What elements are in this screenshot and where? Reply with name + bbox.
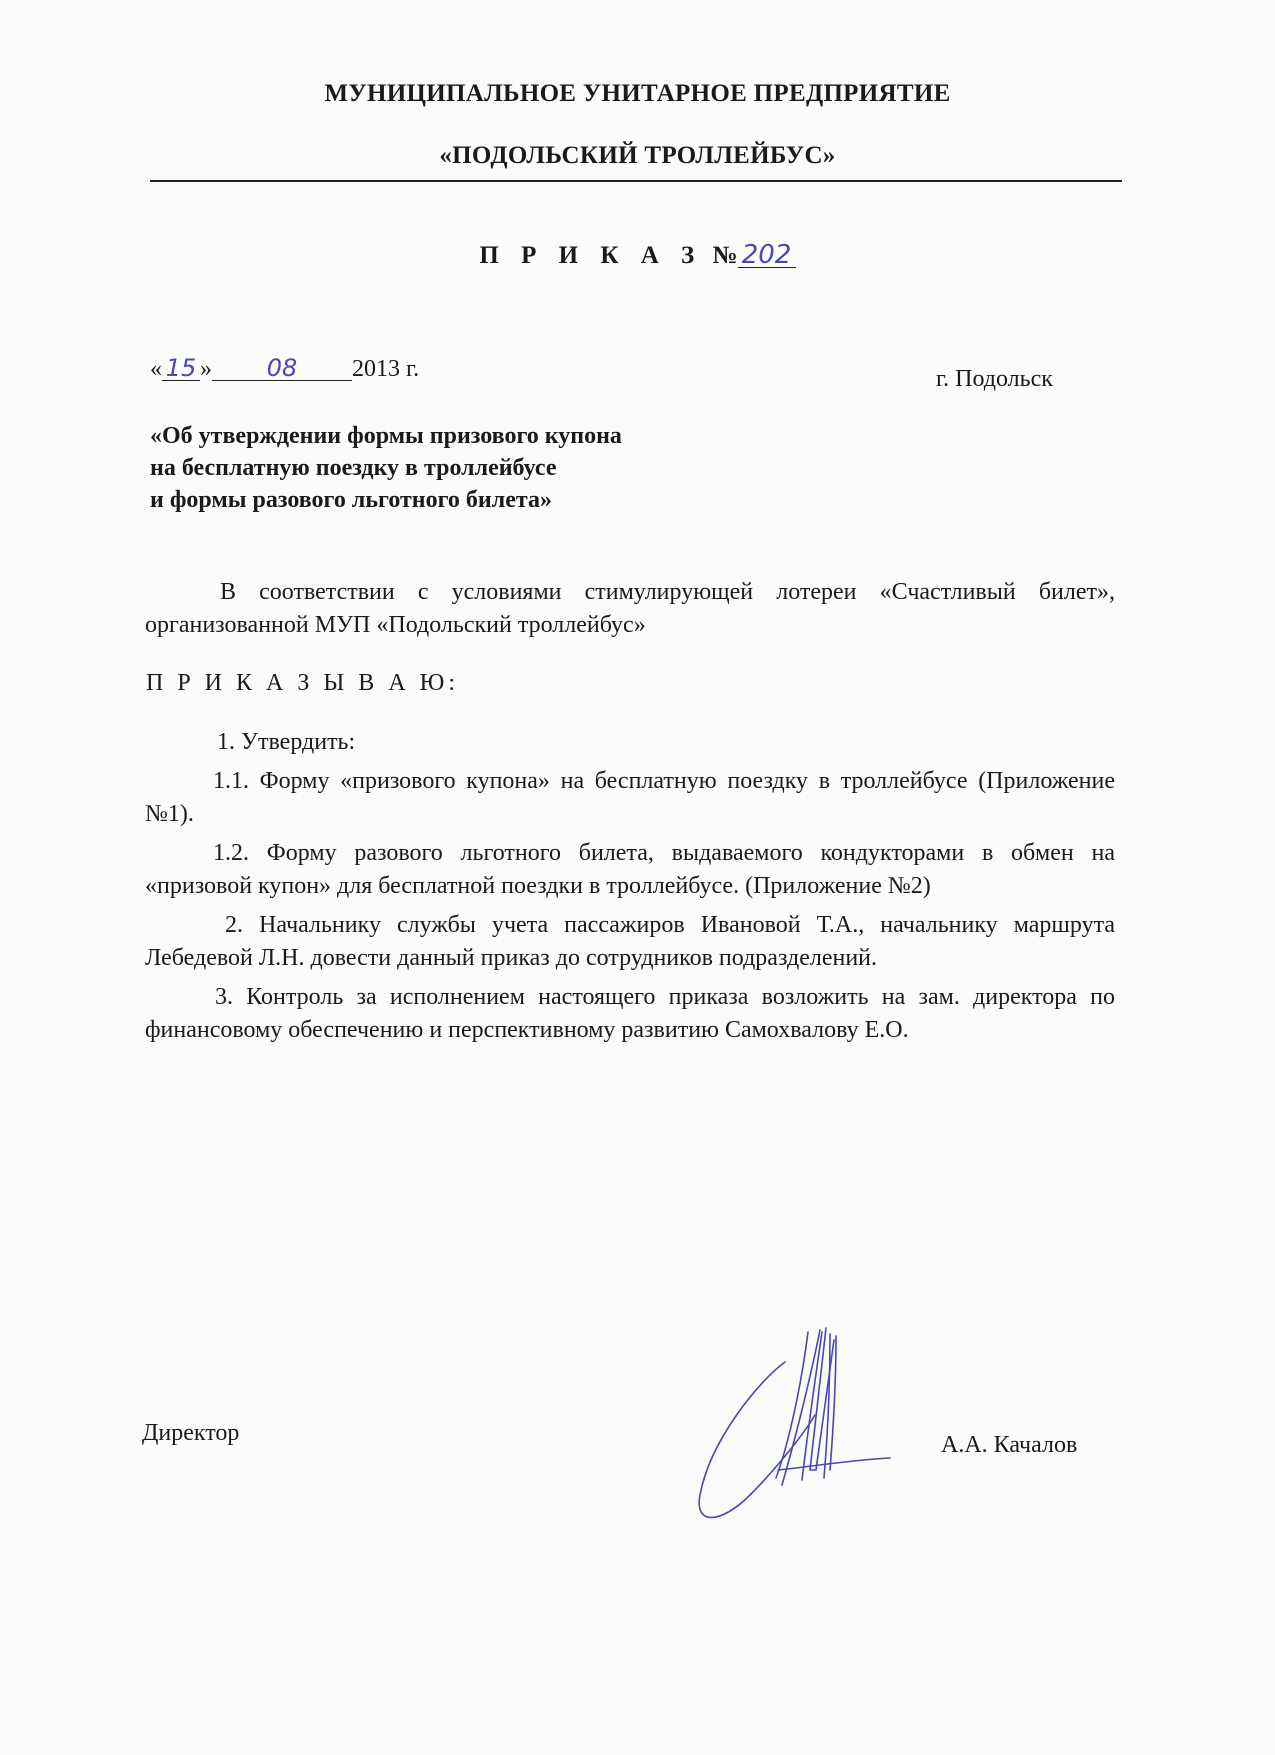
organization-name-line1: МУНИЦИПАЛЬНОЕ УНИТАРНОЕ ПРЕДПРИЯТИЕ (324, 80, 951, 107)
signatory-position: Директор (142, 1420, 240, 1446)
date-day-handwritten: 15 (162, 356, 200, 381)
date-year: 2013 г. (352, 356, 420, 382)
signatory-name: А.А. Качалов (941, 1432, 1078, 1458)
order-title: П Р И К А З (479, 242, 703, 269)
order-number-handwritten: 202 (738, 243, 796, 268)
item-1-2: 1.2. Форму разового льготного билета, выдаваемого кондукторами в обмен на «призовой купон» для бесплатной поездки в троллейбусе. (Приложение №2) (145, 840, 1115, 899)
subject-line-1: «Об утверждении формы призового купона (150, 423, 622, 449)
order-date (150, 356, 419, 383)
prikazyvayu-heading: П Р И К А З Ы В А Ю: (146, 670, 459, 696)
preamble-block (145, 576, 1115, 642)
date-month-handwritten: 08 (212, 356, 352, 381)
order-heading (0, 242, 1275, 270)
order-subject (150, 420, 622, 516)
item-2: 2. Начальнику службы учета пассажиров Ивановой Т.А., начальнику маршрута Лебедевой Л.Н. довести данный приказ до сотрудников подразделений. (145, 912, 1115, 971)
preamble-text: В соответствии с условиями стимулирующей лотереи «Счастливый билет», организованной МУП «Подольский троллейбус» (145, 579, 1115, 638)
date-close-quote: » (200, 356, 212, 382)
order-items (145, 726, 1115, 1047)
order-number-sign: № (712, 242, 738, 269)
subject-line-2: на бесплатную поездку в троллейбусе (150, 455, 557, 481)
item-3: 3. Контроль за исполнением настоящего приказа возложить на зам. директора по финансовому обеспечению и перспективному развитию Самохвалову Е.О. (145, 984, 1115, 1043)
item-1: 1. Утвердить: (217, 729, 356, 755)
header-divider (150, 180, 1122, 182)
director-signature (690, 1320, 920, 1550)
subject-line-3: и формы разового льготного билета» (150, 487, 552, 513)
organization-name-line2: «ПОДОЛЬСКИЙ ТРОЛЛЕЙБУС» (439, 142, 836, 169)
date-open-quote: « (150, 356, 162, 382)
city-label: г. Подольск (936, 366, 1053, 392)
item-1-1: 1.1. Форму «призового купона» на бесплатную поездку в троллейбусе (Приложение №1). (145, 768, 1115, 827)
